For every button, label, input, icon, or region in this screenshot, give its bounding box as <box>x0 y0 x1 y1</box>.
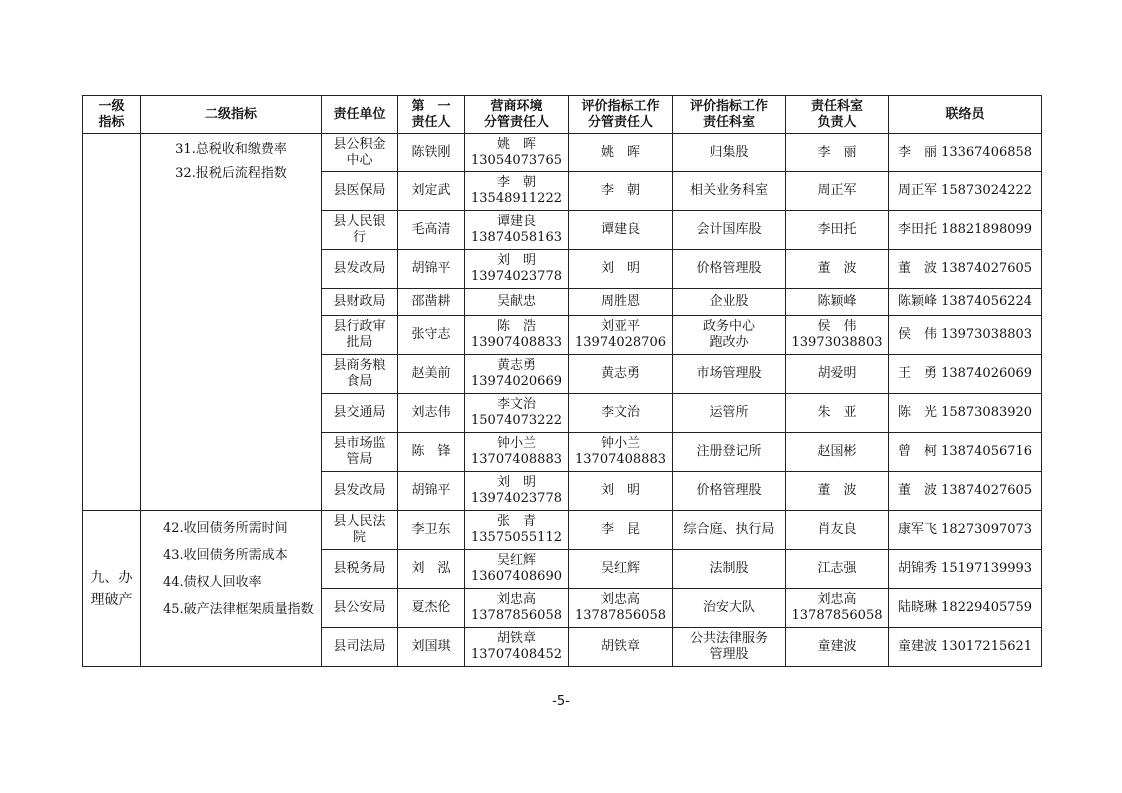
cell-line: 黄志勇 <box>496 358 536 373</box>
cell-line: 胡铁章 <box>600 639 640 654</box>
cell-line: 县人民银 <box>333 214 386 229</box>
cell-line: 董 波 <box>817 261 857 276</box>
contact-cell: 王 勇 13874026069 <box>889 355 1042 394</box>
cell-line: 中心 <box>346 152 373 168</box>
cell-line: 赵国彬 <box>817 444 857 459</box>
contact-cell: 周正军 15873024222 <box>889 172 1042 211</box>
eval-office-cell <box>673 289 786 316</box>
cell-line: 13707408452 <box>471 647 562 662</box>
eval-responsible-cell <box>569 134 673 172</box>
eval-office-cell <box>673 316 786 355</box>
level1-indicator <box>83 511 141 667</box>
cell-line: 批局 <box>346 335 373 350</box>
cell-line: 治安大队 <box>702 600 755 615</box>
first-responsible-cell: 夏杰伦 <box>398 589 465 628</box>
cell-line: 县公积金 <box>333 136 386 152</box>
eval-responsible-cell <box>569 628 673 667</box>
unit-cell <box>322 628 398 667</box>
eval-office-cell <box>673 589 786 628</box>
eval-responsible-cell <box>569 316 673 355</box>
eval-responsible-cell <box>569 511 673 550</box>
biz-env-responsible-cell <box>465 511 569 550</box>
contact-cell: 董 波 13874027605 <box>889 250 1042 289</box>
eval-office-cell <box>673 172 786 211</box>
office-head-cell <box>786 550 889 589</box>
cell-line: 31.总税收和缴费率 <box>175 142 287 157</box>
biz-env-responsible-cell <box>465 211 569 250</box>
cell-line: 跑改办 <box>709 335 749 350</box>
cell-line: 市场管理股 <box>696 366 762 381</box>
cell-line: 刘忠高 <box>496 592 536 607</box>
unit-cell <box>322 511 398 550</box>
cell-line: 县税务局 <box>333 561 386 576</box>
cell-line: 县市场监 <box>333 436 386 451</box>
cell-line: 谭建良 <box>600 222 640 237</box>
cell-line: 县商务粮 <box>333 358 386 373</box>
cell-line: 谭建良 <box>496 214 536 229</box>
header-eval-office: 评价指标工作 责任科室 <box>673 96 786 134</box>
cell-line: 13548911222 <box>471 191 562 206</box>
cell-line: 理破产 <box>90 591 133 608</box>
cell-line: 院 <box>352 530 366 545</box>
cell-line: 法制股 <box>709 561 749 576</box>
cell-line: 县医保局 <box>333 183 386 198</box>
cell-line: 13974023778 <box>471 269 562 284</box>
unit-cell <box>322 355 398 394</box>
cell-line: 食局 <box>346 374 373 389</box>
office-head-cell <box>786 250 889 289</box>
first-responsible-cell: 毛高清 <box>398 211 465 250</box>
office-head-cell <box>786 211 889 250</box>
biz-env-responsible-cell <box>465 628 569 667</box>
contact-cell: 陈颖峰 13874056224 <box>889 289 1042 316</box>
cell-line: 32.报税后流程指数 <box>175 166 287 181</box>
biz-env-responsible-cell <box>465 289 569 316</box>
cell-line: 钟小兰 <box>496 436 536 451</box>
header-biz-env-responsible: 营商环境 分管责任人 <box>465 96 569 134</box>
cell-line: 李田托 <box>817 222 857 237</box>
eval-office-cell <box>673 550 786 589</box>
responsibility-table <box>82 95 1042 667</box>
cell-line: 价格管理股 <box>696 261 762 276</box>
eval-responsible-cell <box>569 172 673 211</box>
cell-line: 会计国库股 <box>696 222 762 237</box>
first-responsible-cell: 张守志 <box>398 316 465 355</box>
cell-line: 胡铁章 <box>496 631 536 646</box>
table-row <box>83 134 1042 172</box>
cell-line: 注册登记所 <box>696 444 762 459</box>
first-responsible-cell: 邵凿耕 <box>398 289 465 316</box>
table-row <box>83 511 1042 550</box>
header-row <box>83 96 1042 134</box>
eval-office-cell <box>673 511 786 550</box>
cell-line: 管局 <box>346 452 373 467</box>
cell-line: 刘忠高 <box>817 592 857 607</box>
cell-line: 管理股 <box>709 647 749 662</box>
office-head-cell <box>786 628 889 667</box>
biz-env-responsible-cell <box>465 394 569 433</box>
level2-indicators <box>141 134 322 511</box>
biz-env-responsible-cell <box>465 134 569 172</box>
first-responsible-cell: 刘定武 <box>398 172 465 211</box>
contact-cell: 李 丽 13367406858 <box>889 134 1042 172</box>
unit-cell <box>322 394 398 433</box>
cell-line: 刘忠高 <box>600 592 640 607</box>
biz-env-responsible-cell <box>465 472 569 511</box>
cell-line: 县交通局 <box>333 405 386 420</box>
biz-env-responsible-cell <box>465 355 569 394</box>
cell-line: 李文治 <box>600 405 640 420</box>
cell-line: 运管所 <box>709 405 749 420</box>
first-responsible-cell: 刘国琪 <box>398 628 465 667</box>
header-first-responsible: 第 一 责任人 <box>398 96 465 134</box>
unit-cell <box>322 289 398 316</box>
first-responsible-cell: 赵美前 <box>398 355 465 394</box>
cell-line: 政务中心 <box>702 319 755 334</box>
cell-line: 董 波 <box>817 483 857 498</box>
eval-office-cell <box>673 433 786 472</box>
cell-line: 刘 明 <box>496 475 536 490</box>
cell-line: 李文治 <box>496 397 536 412</box>
office-head-cell <box>786 433 889 472</box>
cell-line: 县发改局 <box>333 483 386 498</box>
cell-line: 43.收回债务所需成本 <box>163 548 288 563</box>
cell-line: 相关业务科室 <box>689 183 768 198</box>
unit-cell <box>322 550 398 589</box>
unit-cell <box>322 134 398 172</box>
unit-cell <box>322 472 398 511</box>
office-head-cell <box>786 511 889 550</box>
eval-responsible-cell <box>569 289 673 316</box>
cell-line: 44.债权人回收率 <box>163 575 262 590</box>
office-head-cell <box>786 316 889 355</box>
cell-line: 13787856058 <box>575 608 666 623</box>
cell-line: 吴红辉 <box>496 553 536 568</box>
contact-cell: 胡锦秀 15197139993 <box>889 550 1042 589</box>
eval-office-cell <box>673 394 786 433</box>
level2-indicators <box>141 511 322 667</box>
cell-line: 钟小兰 <box>600 436 640 451</box>
cell-line: 胡爱明 <box>817 366 857 381</box>
cell-line: 吴红辉 <box>600 561 640 576</box>
cell-line: 县发改局 <box>333 261 386 276</box>
biz-env-responsible-cell <box>465 589 569 628</box>
cell-line: 黄志勇 <box>600 366 640 381</box>
header-eval-responsible: 评价指标工作 分管责任人 <box>569 96 673 134</box>
biz-env-responsible-cell <box>465 433 569 472</box>
eval-responsible-cell <box>569 589 673 628</box>
cell-line: 13974023778 <box>471 491 562 506</box>
contact-cell: 李田托 18821898099 <box>889 211 1042 250</box>
office-head-cell <box>786 589 889 628</box>
first-responsible-cell: 陈铁刚 <box>398 134 465 172</box>
eval-responsible-cell <box>569 550 673 589</box>
cell-line: 13707408883 <box>471 452 562 467</box>
office-head-cell <box>786 134 889 172</box>
cell-line: 15074073222 <box>471 413 562 428</box>
eval-responsible-cell <box>569 472 673 511</box>
contact-cell: 侯 伟 13973038803 <box>889 316 1042 355</box>
cell-line: 13787856058 <box>471 608 562 623</box>
eval-office-cell <box>673 628 786 667</box>
eval-responsible-cell <box>569 394 673 433</box>
page-number: -5- <box>552 694 570 709</box>
cell-line: 朱 亚 <box>817 405 857 420</box>
unit-cell <box>322 211 398 250</box>
table-body <box>83 134 1042 667</box>
cell-line: 价格管理股 <box>696 483 762 498</box>
cell-line: 县人民法 <box>333 514 386 529</box>
contact-cell: 陆晓琳 18229405759 <box>889 589 1042 628</box>
first-responsible-cell: 陈 锋 <box>398 433 465 472</box>
cell-line: 县行政审 <box>333 319 386 334</box>
cell-line: 李 朝 <box>600 183 640 198</box>
header-level2: 二级指标 <box>141 96 322 134</box>
header-office-head: 责任科室 负责人 <box>786 96 889 134</box>
office-head-cell <box>786 172 889 211</box>
cell-line: 姚 晖 <box>600 144 640 160</box>
cell-line: 九、办 <box>90 569 133 586</box>
cell-line: 刘 明 <box>600 261 640 276</box>
unit-cell <box>322 172 398 211</box>
eval-responsible-cell <box>569 250 673 289</box>
eval-office-cell <box>673 134 786 172</box>
header-unit: 责任单位 <box>322 96 398 134</box>
biz-env-responsible-cell <box>465 172 569 211</box>
cell-line: 县财政局 <box>333 294 386 309</box>
cell-line: 刘 明 <box>496 253 536 268</box>
cell-line: 45.破产法律框架质量指数 <box>163 602 314 617</box>
cell-line: 肖友良 <box>817 522 857 537</box>
office-head-cell <box>786 355 889 394</box>
cell-line: 13974028706 <box>575 335 666 350</box>
cell-line: 县公安局 <box>333 600 386 615</box>
cell-line: 姚 晖 <box>496 136 536 152</box>
cell-line: 县司法局 <box>333 639 386 654</box>
cell-line: 13575055112 <box>471 530 562 545</box>
eval-responsible-cell <box>569 355 673 394</box>
cell-line: 13607408690 <box>471 569 562 584</box>
cell-line: 童建波 <box>817 639 857 654</box>
eval-office-cell <box>673 472 786 511</box>
cell-line: 13874058163 <box>471 230 562 245</box>
cell-line: 刘 明 <box>600 483 640 498</box>
contact-cell: 陈 光 15873083920 <box>889 394 1042 433</box>
biz-env-responsible-cell <box>465 316 569 355</box>
office-head-cell <box>786 289 889 316</box>
cell-line: 陈颖峰 <box>817 294 857 309</box>
eval-office-cell <box>673 355 786 394</box>
header-contact: 联络员 <box>889 96 1042 134</box>
cell-line: 13787856058 <box>791 608 883 623</box>
cell-line: 周胜恩 <box>600 294 640 309</box>
header-level1: 一级 指标 <box>83 96 141 134</box>
eval-office-cell <box>673 250 786 289</box>
cell-line: 刘亚平 <box>600 319 640 334</box>
cell-line: 42.收回债务所需时间 <box>163 521 288 536</box>
contact-cell: 董 波 13874027605 <box>889 472 1042 511</box>
contact-cell: 曾 柯 13874056716 <box>889 433 1042 472</box>
cell-line: 李 昆 <box>600 522 640 537</box>
cell-line: 吴献忠 <box>496 294 536 309</box>
biz-env-responsible-cell <box>465 550 569 589</box>
cell-line: 李 朝 <box>496 175 536 190</box>
contact-cell: 童建波 13017215621 <box>889 628 1042 667</box>
level1-indicator <box>83 134 141 511</box>
first-responsible-cell: 李卫东 <box>398 511 465 550</box>
eval-responsible-cell <box>569 433 673 472</box>
cell-line: 侯 伟 <box>817 319 857 334</box>
cell-line: 陈 浩 <box>496 319 536 334</box>
unit-cell <box>322 589 398 628</box>
cell-line: 李 丽 <box>817 144 857 160</box>
cell-line: 13907408833 <box>471 335 562 350</box>
cell-line: 公共法律服务 <box>689 631 768 646</box>
first-responsible-cell: 胡锦平 <box>398 472 465 511</box>
unit-cell <box>322 433 398 472</box>
cell-line: 企业股 <box>709 294 749 309</box>
cell-line: 综合庭、执行局 <box>683 522 775 537</box>
biz-env-responsible-cell <box>465 250 569 289</box>
eval-office-cell <box>673 211 786 250</box>
cell-line: 行 <box>352 230 366 245</box>
first-responsible-cell: 胡锦平 <box>398 250 465 289</box>
office-head-cell <box>786 394 889 433</box>
cell-line: 13973038803 <box>791 335 883 350</box>
contact-cell: 康军飞 18273097073 <box>889 511 1042 550</box>
cell-line: 周正军 <box>817 183 857 198</box>
first-responsible-cell: 刘志伟 <box>398 394 465 433</box>
cell-line: 张 青 <box>496 514 536 529</box>
eval-responsible-cell <box>569 211 673 250</box>
unit-cell <box>322 316 398 355</box>
cell-line: 13707408883 <box>575 452 666 467</box>
office-head-cell <box>786 472 889 511</box>
cell-line: 江志强 <box>817 561 857 576</box>
cell-line: 13054073765 <box>471 152 562 168</box>
cell-line: 归集股 <box>709 144 749 160</box>
first-responsible-cell: 刘 泓 <box>398 550 465 589</box>
cell-line: 13974020669 <box>471 374 562 389</box>
unit-cell <box>322 250 398 289</box>
